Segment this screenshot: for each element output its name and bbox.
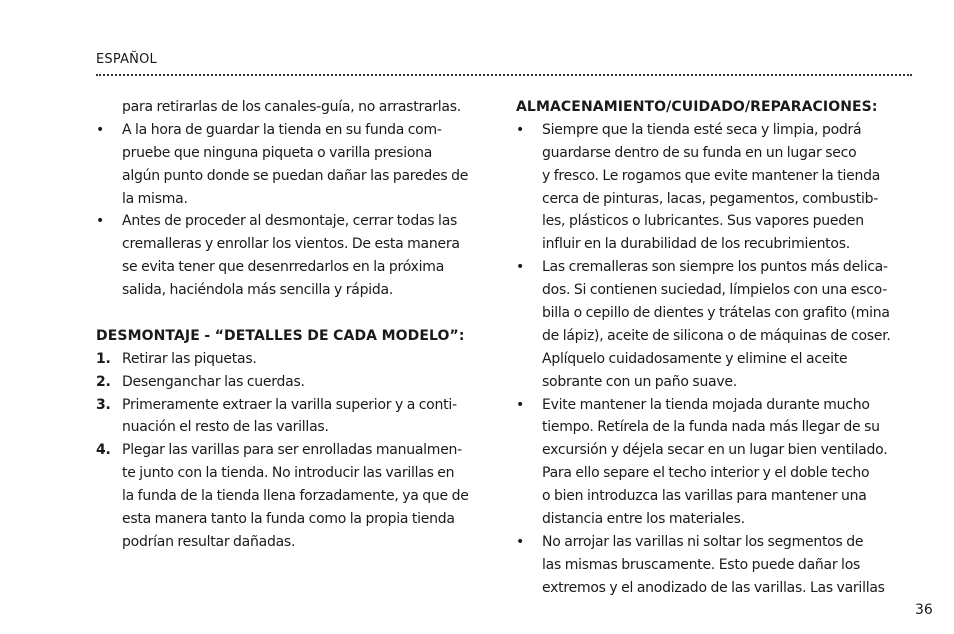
bullet-item-line	[96, 279, 492, 302]
bullet-item-line	[516, 210, 916, 233]
bullet-item-line	[516, 233, 916, 256]
line-text: Antes de proceder al desmontaje, cerrar todas las	[122, 213, 458, 230]
bullet-item-line	[96, 165, 492, 188]
bullet-item-line	[96, 256, 492, 279]
right-column	[516, 96, 916, 600]
line-text: y fresco. Le rogamos que evite mantener la tienda	[542, 167, 881, 184]
line-text: algún punto donde se puedan dañar las paredes de	[122, 167, 469, 184]
page-header-language: ESPAÑOL	[96, 52, 157, 67]
bullet-marker: •	[96, 121, 105, 138]
bullet-item-line	[516, 325, 916, 348]
line-text: billa o cepillo de dientes y trátelas con grafito (mina	[542, 305, 890, 322]
numbered-step-line	[96, 531, 492, 554]
paragraph-spacer	[96, 302, 492, 325]
line-text: te junto con la tienda. No introducir las varillas en	[122, 465, 455, 482]
bullet-item-line	[516, 142, 916, 165]
line-text: Evite mantener la tienda mojada durante mucho	[542, 396, 870, 413]
line-text: guardarse dentro de su funda en un lugar seco	[542, 144, 857, 161]
line-text: distancia entre los materiales.	[542, 511, 745, 528]
bullet-item-line	[516, 462, 916, 485]
bullet-marker: •	[516, 396, 525, 413]
bullet-item-line	[516, 165, 916, 188]
bullet-item-line	[516, 119, 916, 142]
numbered-step-line	[96, 348, 492, 371]
line-text: extremos y el anodizado de las varillas. Las varillas	[542, 579, 885, 596]
line-text: influir en la durabilidad de los recubrimientos.	[542, 236, 850, 253]
line-text: les, plásticos o lubricantes. Sus vapores pueden	[542, 213, 864, 230]
line-text: de lápiz), aceite de silicona o de máquinas de coser.	[542, 327, 891, 344]
bullet-marker: •	[516, 533, 525, 550]
line-text: Primeramente extraer la varilla superior y a conti-	[122, 396, 457, 413]
line-text: o bien introduzca las varillas para mantener una	[542, 488, 867, 505]
line-text: tiempo. Retírela de la funda nada más llegar de su	[542, 419, 880, 436]
line-text: Las cremalleras son siempre los puntos más delica-	[542, 259, 888, 276]
line-text: excursión y déjela secar en un lugar bien ventilado.	[542, 442, 888, 459]
bullet-item-line	[516, 348, 916, 371]
bullet-item-line	[96, 233, 492, 256]
numbered-step-line	[96, 371, 492, 394]
numbered-step-line	[96, 485, 492, 508]
line-text: pruebe que ninguna piqueta o varilla presiona	[122, 144, 433, 161]
left-column	[96, 96, 492, 554]
line-text: nuación el resto de las varillas.	[122, 419, 329, 436]
bullet-item-line	[516, 371, 916, 394]
bullet-item-line	[516, 256, 916, 279]
line-text: salida, haciéndola más sencilla y rápida.	[122, 282, 394, 299]
bullet-item-line	[516, 508, 916, 531]
bullet-item-line	[96, 210, 492, 233]
step-number: 3.	[96, 396, 111, 413]
numbered-step-line	[96, 394, 492, 417]
line-text: Para ello separe el techo interior y el doble techo	[542, 465, 870, 482]
line-text: sobrante con un paño suave.	[542, 373, 737, 390]
line-text: Siempre que la tienda esté seca y limpia, podrá	[542, 121, 862, 138]
bullet-marker: •	[96, 213, 105, 230]
line-text: la funda de la tienda llena forzadamente, ya que de	[122, 488, 469, 505]
bullet-item-line	[516, 554, 916, 577]
line-text: dos. Si contienen suciedad, límpielos con una esco-	[542, 282, 888, 299]
bullet-item-line	[96, 142, 492, 165]
bullet-item-line	[516, 577, 916, 600]
line-text: No arrojar las varillas ni soltar los segmentos de	[542, 533, 864, 550]
bullet-item-line	[516, 416, 916, 439]
bullet-item-line	[516, 188, 916, 211]
line-text: se evita tener que desenrredarlos en la próxima	[122, 259, 445, 276]
numbered-step-line	[96, 439, 492, 462]
line-text: Retirar las piquetas.	[122, 350, 257, 367]
numbered-step-line	[96, 416, 492, 439]
line-text: la misma.	[122, 190, 188, 207]
page-number: 36	[915, 602, 933, 618]
line-text: esta manera tanto la funda como la propia tienda	[122, 511, 455, 528]
line-text: cremalleras y enrollar los vientos. De esta manera	[122, 236, 460, 253]
continued-line	[96, 96, 492, 119]
line-text: Plegar las varillas para ser enrolladas manualmen-	[122, 442, 462, 459]
step-number: 1.	[96, 350, 111, 367]
header-dotted-divider	[96, 74, 912, 76]
line-text: Aplíquelo cuidadosamente y elimine el aceite	[542, 350, 848, 367]
section-heading-desmontaje: DESMONTAJE - “DETALLES DE CADA MODELO”:	[96, 327, 465, 344]
bullet-item-line	[516, 302, 916, 325]
line-text: A la hora de guardar la tienda en su funda com-	[122, 121, 442, 138]
bullet-item-line	[96, 188, 492, 211]
bullet-marker: •	[516, 259, 525, 276]
bullet-marker: •	[516, 121, 525, 138]
bullet-item-line	[516, 485, 916, 508]
step-number: 2.	[96, 373, 111, 390]
line-text: las mismas bruscamente. Esto puede dañar los	[542, 556, 861, 573]
bullet-item-line	[516, 531, 916, 554]
line-text: para retirarlas de los canales-guía, no arrastrarlas.	[122, 99, 461, 115]
bullet-item-line	[516, 279, 916, 302]
step-number: 4.	[96, 442, 111, 459]
bullet-item-line	[96, 119, 492, 142]
line-text: cerca de pinturas, lacas, pegamentos, combustib-	[542, 190, 879, 207]
bullet-item-line	[516, 439, 916, 462]
line-text: Desenganchar las cuerdas.	[122, 373, 305, 390]
numbered-step-line	[96, 508, 492, 531]
section-heading-almacenamiento: ALMACENAMIENTO/CUIDADO/REPARACIONES:	[516, 99, 878, 115]
numbered-step-line	[96, 462, 492, 485]
bullet-item-line	[516, 394, 916, 417]
line-text: podrían resultar dañadas.	[122, 533, 296, 550]
